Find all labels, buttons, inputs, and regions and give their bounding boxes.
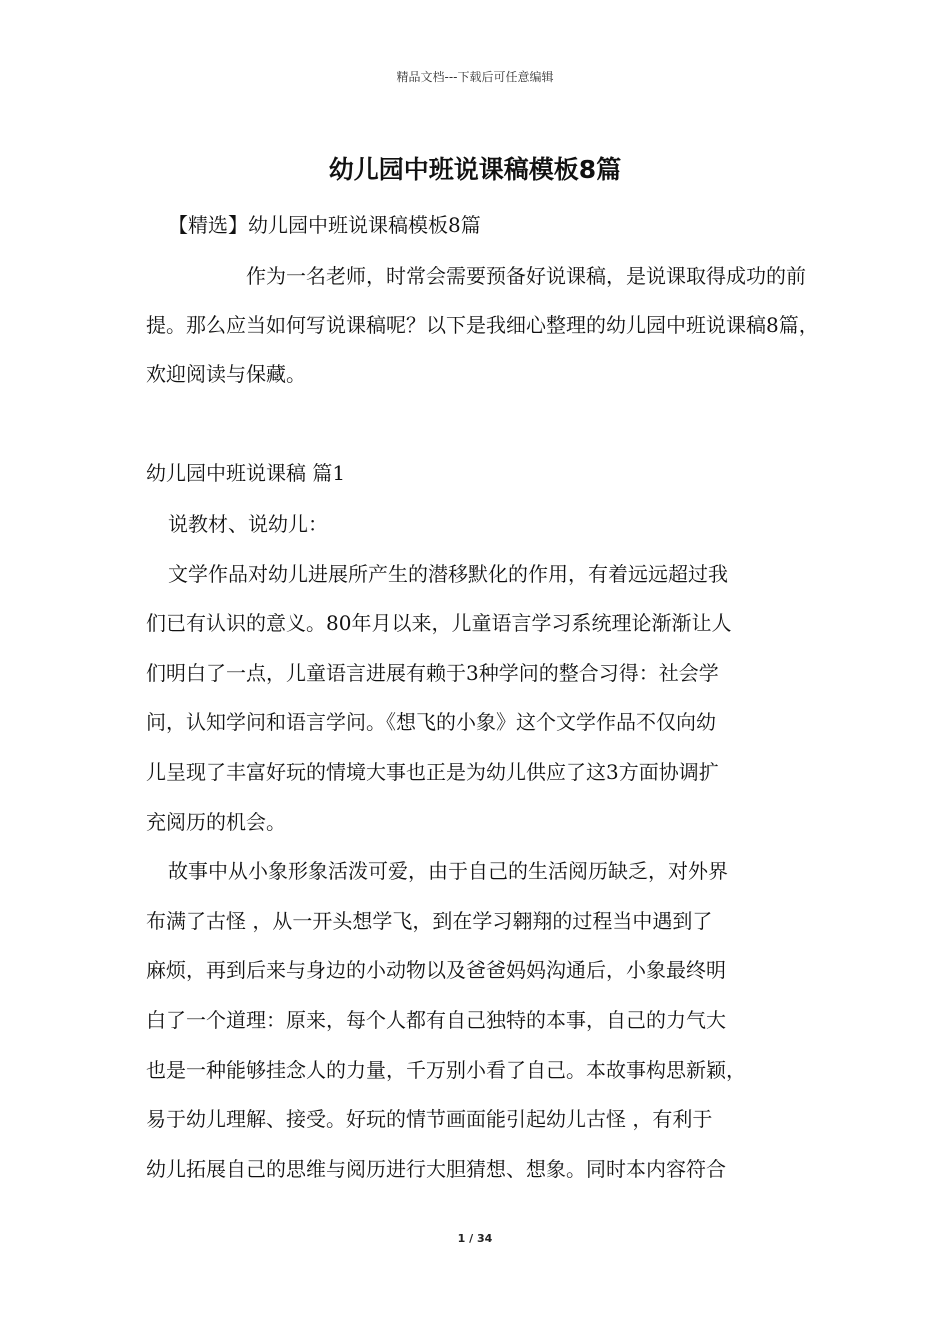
body-line: 幼儿拓展自己的思维与阅历进行大胆猜想、想象。同时本内容符合 (146, 1156, 726, 1181)
section-heading: 幼儿园中班说课稿 篇1 (146, 461, 346, 485)
body-line: 文学作品对幼儿进展所产生的潜移默化的作用，有着远远超过我 (168, 561, 728, 586)
body-line: 们已有认识的意义。80年月以来，儿童语言学习系统理论渐渐让人 (146, 611, 732, 636)
header-note: 精品文档---下载后可任意编辑 (396, 70, 554, 84)
body-line: 易于幼儿理解、接受。好玩的情节画面能引起幼儿古怪 ，有利于 (146, 1107, 713, 1132)
body-line: 麻烦，再到后来与身边的小动物以及爸爸妈妈沟通后，小象最终明 (146, 958, 726, 983)
page-number: 1 / 34 (457, 1232, 493, 1245)
body-line: 充阅历的机会。 (146, 809, 286, 834)
body-line: 问，认知学问和语言学问。《想飞的小象》这个文学作品不仅向幼 (146, 710, 716, 735)
document-subtitle: 【精选】幼儿园中班说课稿模板8篇 (168, 213, 481, 237)
body-line: 们明白了一点，儿童语言进展有赖于3种学问的整合习得：社会学 (146, 660, 719, 685)
body-line: 儿呈现了丰富好玩的情境大事也正是为幼儿供应了这3方面协调扩 (146, 759, 719, 784)
body-line: 布满了古怪 ，从一开头想学飞，到在学习翱翔的过程当中遇到了 (146, 908, 713, 933)
body-line: 也是一种能够挂念人的力量，千万别小看了自己。本故事构思新颖， (146, 1057, 746, 1082)
body-line: 故事中从小象形象活泼可爱，由于自己的生活阅历缺乏，对外界 (168, 859, 728, 884)
document-title: 幼儿园中班说课稿模板8篇 (328, 155, 622, 184)
section-body (146, 500, 836, 1194)
body-line: 白了一个道理：原来，每个人都有自己独特的本事，自己的力气大 (146, 1007, 726, 1032)
intro-paragraph: 作为一名老师，时常会需要预备好说课稿，是说课取得成功的前提。那么应当如何写说课稿呢？以下是我细心整理的幼儿园中班说课稿8篇，欢迎阅读与保藏。 (146, 264, 819, 386)
body-line: 说教材、说幼儿： (168, 512, 328, 536)
